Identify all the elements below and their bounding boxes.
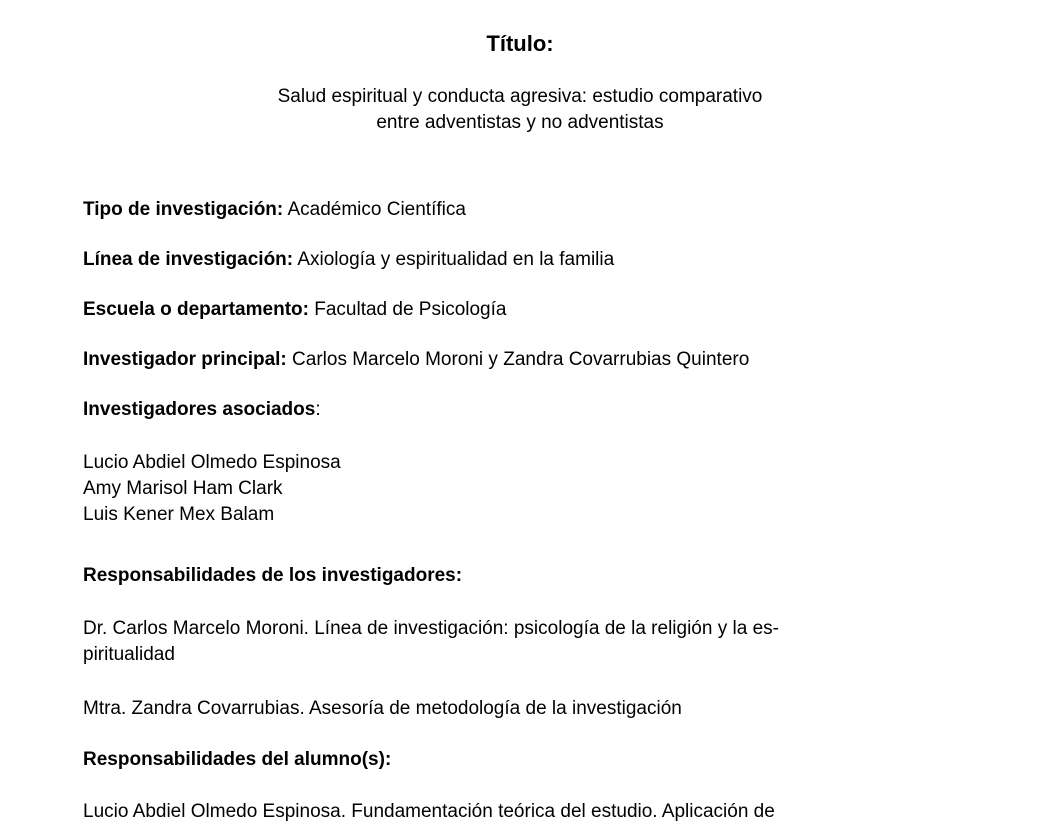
field-escuela-departamento [83,297,980,323]
responsibility-item-moroni-line1: Dr. Carlos Marcelo Moroni. Línea de investigación: psicología de la religión y la es- [83,618,779,639]
section-heading-text: Responsabilidades del alumno(s): [83,749,392,770]
field-value: Carlos Marcelo Moroni y Zandra Covarrubias Quintero [286,349,750,370]
associate-name: Amy Marisol Ham Clark [83,478,283,499]
field-value: Facultad de Psicología [308,299,507,320]
responsibility-item-covarrubias: Mtra. Zandra Covarrubias. Asesoría de metodología de la investigación [83,698,682,719]
field-tipo-investigacion [83,197,980,223]
field-label: Línea de investigación: [83,249,294,270]
title-line-1: Salud espiritual y conducta agresiva: estudio comparativo [277,86,763,107]
investigator-responsibilities-heading [83,563,980,589]
field-label: Investigador principal: [83,349,287,370]
student-responsibility-item: Lucio Abdiel Olmedo Espinosa. Fundamentación teórica del estudio. Aplicación de [83,801,775,822]
associate-name: Luis Kener Mex Balam [83,504,275,525]
field-value: Académico Científica [283,199,466,220]
field-label: Escuela o departamento: [83,299,309,320]
field-linea-investigacion [83,247,980,273]
responsibility-item-moroni-line2: piritualidad [83,644,175,665]
field-value: Axiología y espiritualidad en la familia [293,249,615,270]
title-heading: Título: [486,31,554,56]
title-line-2: entre adventistas y no adventistas [376,112,664,133]
field-label: Tipo de investigación: [83,199,284,220]
student-responsibilities-heading [83,747,980,773]
associate-name: Lucio Abdiel Olmedo Espinosa [83,452,341,473]
field-investigador-principal [83,347,980,373]
section-heading-text: Responsabilidades de los investigadores: [83,565,463,586]
field-value: : [315,399,321,420]
field-investigadores-asociados [83,397,980,423]
field-label: Investigadores asociados [83,399,316,420]
